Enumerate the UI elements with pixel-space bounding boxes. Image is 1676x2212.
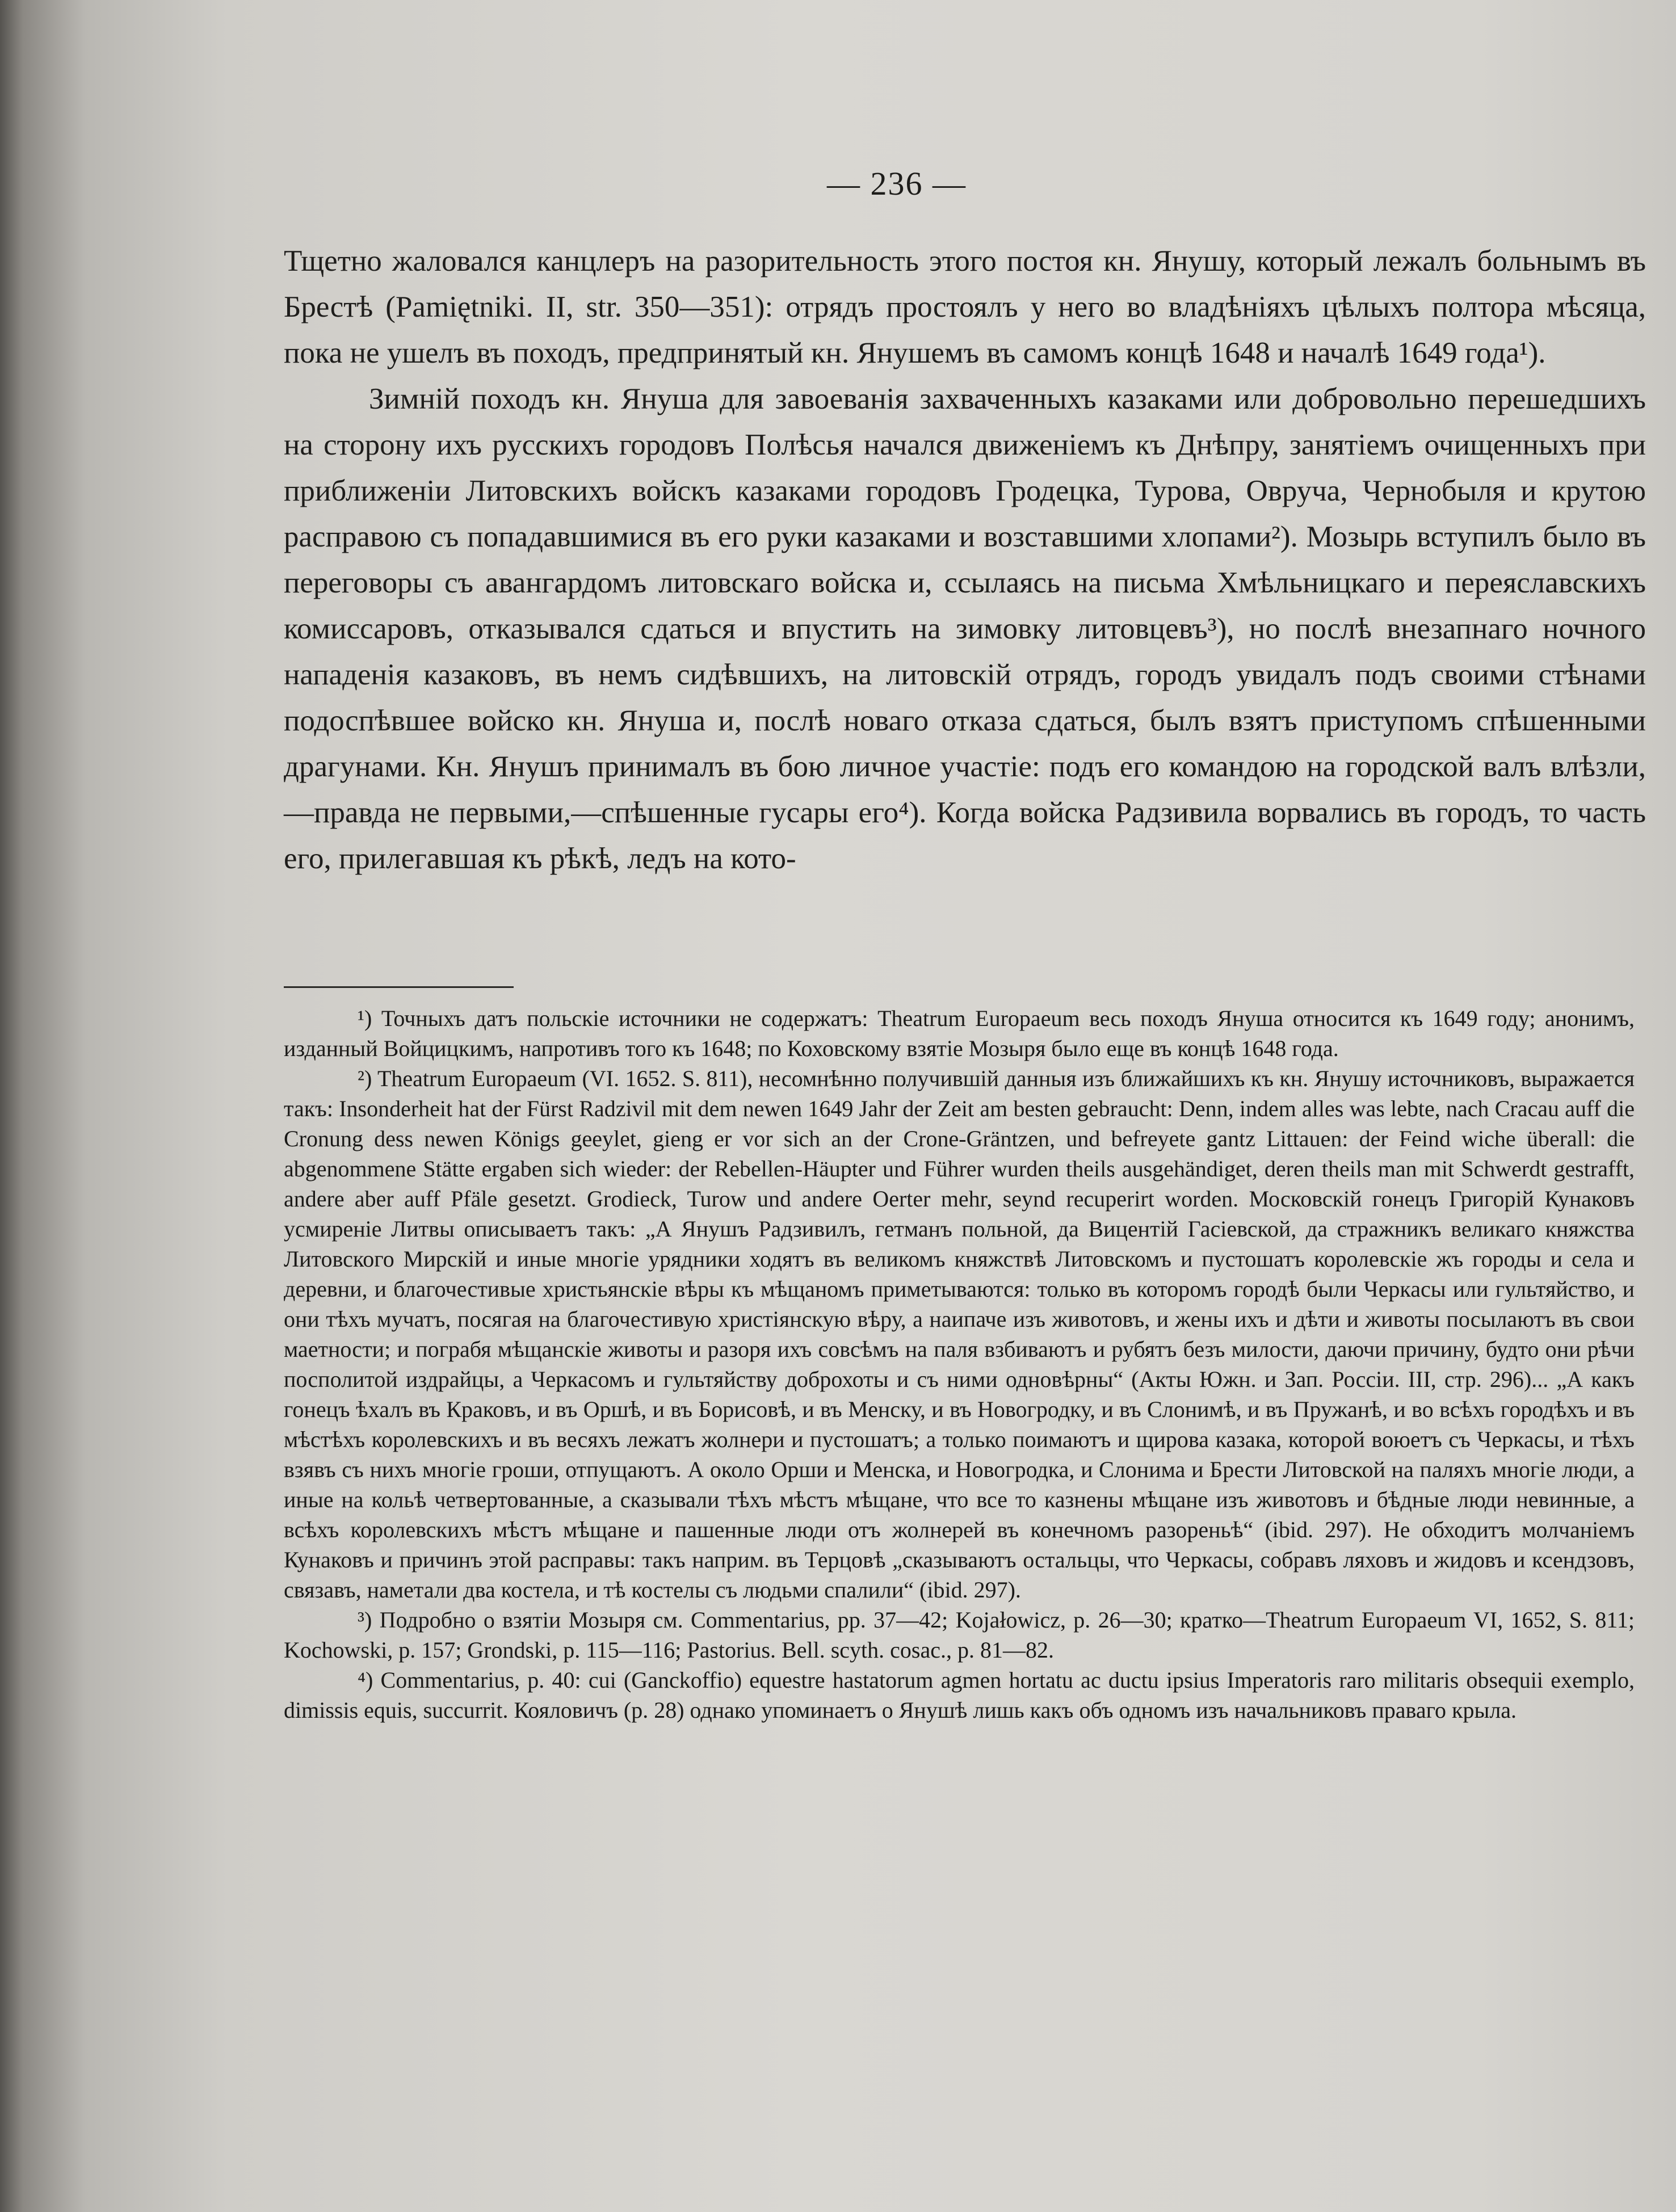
footnote-2: ²) Theatrum Europaeum (VI. 1652. S. 811), несомнѣнно получившій данныя изъ ближайшихъ къ кн. Янушу источниковъ, выражается такъ: Insonderheit hat der Fürst Radzivil mit dem newen 1649 Jahr der Zeit am besten gebraucht: Denn, indem alles was lebte, nach Cracau auff die Cronung dess newen Königs geeylet, gieng er vor sich an der Crone-Gräntzen, und befreyete gantz Littauen: der Feind wiche überall: die abgenommene Stätte ergaben sich wieder: der Rebellen-Häupter und Führer wurden theils ausgehändiget, deren theils man mit Schwerdt gestrafft, andere aber auff Pfäle gesetzt. Grodieck, Turow und andere Oerter mehr, seynd recuperirt worden. Московскій гонецъ Григорій Кунаковъ усмиреніе Литвы описываетъ такъ: „А Янушъ Радзивилъ, гетманъ польной, да Вицентій Гасіевской, да стражникъ великаго княжства Литовского Мирскій и иные многіе урядники ходятъ въ великомъ княжствѣ Литовскомъ и пустошатъ королевскіе жъ городы и села и деревни, и благочестивые христьянскіе вѣры къ мѣщаномъ приметываются: только въ которомъ городѣ были Черкасы или гультяйство, и они тѣхъ мучатъ, посягая на благочестивую христіянскую вѣру, а наипаче изъ животовъ, и жены ихъ и дѣти и животы посылаютъ въ свои маетности; и пограбя мѣщанскіе животы и разоря ихъ совсѣмъ на паля взбиваютъ и рубятъ безъ милости, даючи причину, будто они рѣчи посполитой издрайцы, а Черкасомъ и гультяйству доброхоты и съ ними одновѣрны“ (Акты Южн. и Зап. Россіи. III, стр. 296)... „А какъ гонецъ ѣхалъ въ Краковъ, и въ Оршѣ, и въ Борисовѣ, и въ Менску, и въ Новогродку, и въ Слонимѣ, и въ Пружанѣ, и во всѣхъ городѣхъ и въ мѣстѣхъ королевскихъ и въ весяхъ лежатъ жолнери и пустошатъ; а только поимаютъ и щирова казака, которой воюетъ съ Черкасы, и тѣхъ взявъ съ нихъ многіе гроши, отпущаютъ. А около Орши и Менска, и Новогродка, и Слонима и Брести Литовской на паляхъ многіе люди, а иные на кольѣ четвертованные, а сказывали тѣхъ мѣстъ мѣщане, что все то казнены мѣщане изъ животовъ и бѣдные люди невинные, а всѣхъ королевскихъ мѣстъ мѣщане и пашенные люди отъ жолнерей въ конечномъ разореньѣ“ (ibid. 297). Не обходитъ молчаніемъ Кунаковъ и причинъ этой расправы: такъ наприм. въ Терцовѣ „сказываютъ остальцы, что Черкасы, собравъ ляховъ и жидовъ и ксендзовъ, связавъ, наметали два костела, и тѣ костелы съ людьми спалили“ (ibid. 297). [284, 1066, 1635, 1603]
footnote-4: ⁴) Commentarius, p. 40: cui (Ganckoffio) equestre hastatorum agmen hortatu ac ductu ipsius Imperatoris raro militaris obsequii exemplo, dimissis equis, succurrit. Кояловичъ (p. 28) однако упоминаетъ о Янушѣ лишь какъ объ одномъ изъ начальниковъ праваго крыла. [284, 1667, 1635, 1723]
footnotes [284, 1003, 1635, 1725]
page-number: — 236 — [827, 165, 967, 202]
paragraph: Тщетно жаловался канцлеръ на разорительность этого постоя кн. Янушу, который лежалъ больнымъ въ Брестѣ (Pamiętniki. II, str. 350—351): отрядъ простоялъ у него во владѣніяхъ цѣлыхъ полтора мѣсяца, пока не ушелъ въ походъ, предпринятый кн. Янушемъ въ самомъ концѣ 1648 и началѣ 1649 года¹). [284, 245, 1646, 369]
footnote-1: ¹) Точныхъ датъ польскіе источники не содержатъ: Theatrum Europaeum весь походъ Януша относится къ 1649 году; анонимъ, изданный Войцицкимъ, напротивъ того къ 1648; по Коховскому взятіе Мозыря было еще въ концѣ 1648 года. [284, 1006, 1635, 1061]
paragraph: Зимній походъ кн. Януша для завоеванія захваченныхъ казаками или добровольно перешедшихъ на сторону ихъ русскихъ городовъ Полѣсья начался движеніемъ къ Днѣпру, занятіемъ очищенныхъ при приближеніи Литовскихъ войскъ казаками городовъ Гродецка, Турова, Овруча, Чернобыля и крутою расправою съ попадавшимися въ его руки казаками и возставшими хлопами²). Мозырь вступилъ было въ переговоры съ авангардомъ литовскаго войска и, ссылаясь на письма Хмѣльницкаго и переяславскихъ комиссаровъ, отказывался сдаться и впустить на зимовку литовцевъ³), но послѣ внезапнаго ночного нападенія казаковъ, въ немъ сидѣвшихъ, на литовскій отрядъ, городъ увидалъ подъ своими стѣнами подоспѣвшее войско кн. Януша и, послѣ новаго отказа сдаться, былъ взятъ приступомъ спѣшенными драгунами. Кн. Янушъ принималъ въ бою личное участіе: подъ его командою на городской валъ влѣзли,—правда не первыми,—спѣшенные гусары его⁴). Когда войска Радзивила ворвались въ городъ, то часть его, прилегавшая къ рѣкѣ, ледъ на кото- [284, 382, 1646, 875]
main-text [284, 238, 1646, 882]
footnote-separator [284, 986, 514, 988]
footnote-3: ³) Подробно о взятіи Мозыря см. Commentarius, pp. 37—42; Kojałowicz, p. 26—30; кратко—Theatrum Europaeum VI, 1652, S. 811; Kochowski, p. 157; Grondski, p. 115—116; Pastorius. Bell. scyth. cosac., p. 81—82. [284, 1607, 1635, 1663]
